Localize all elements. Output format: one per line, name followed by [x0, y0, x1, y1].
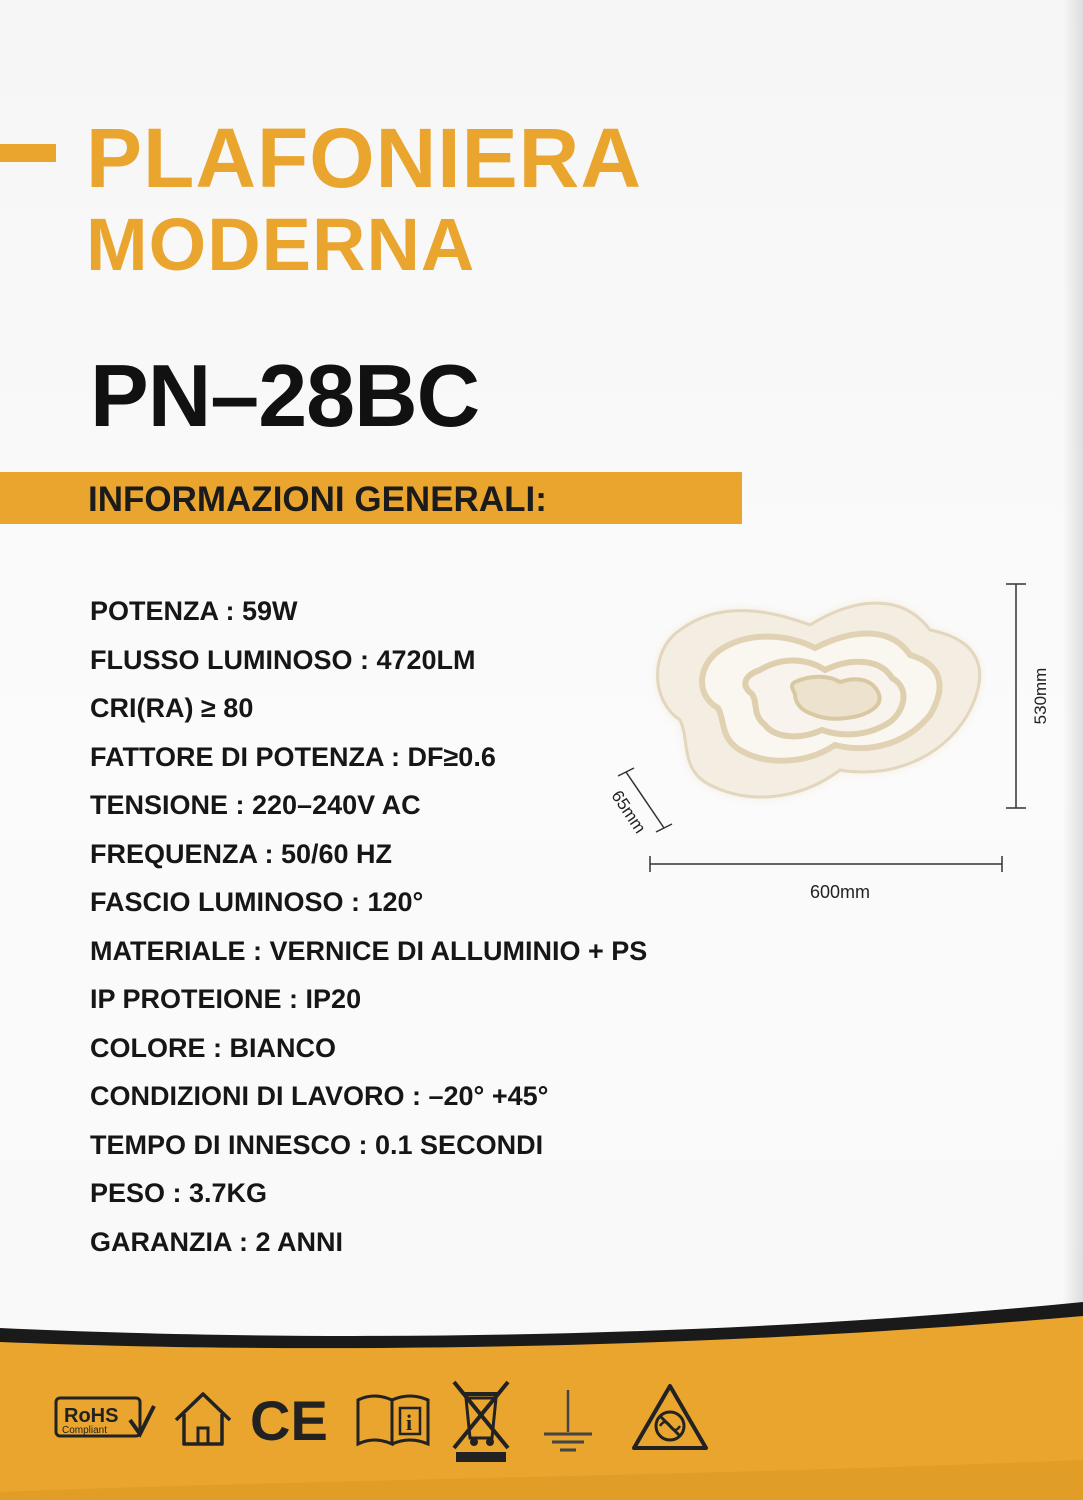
depth-dimension-label: 65mm: [607, 787, 650, 837]
product-title-line-2: MODERNA: [86, 203, 476, 286]
weee-bin-icon: [448, 1378, 514, 1466]
certification-icons: [52, 1378, 732, 1468]
spec-item-weight: PESO : 3.7KG: [90, 1178, 268, 1208]
width-dimension-label: 600mm: [809, 882, 871, 902]
ce-label: CE: [250, 1389, 328, 1452]
rohs-label: RoHS: [64, 1405, 119, 1427]
spec-item-power: POTENZA : 59W: [90, 596, 298, 626]
height-dimension-line: [1006, 584, 1026, 808]
model-code: PN–28BC: [90, 346, 480, 445]
spec-list: [90, 596, 650, 1275]
section-heading: INFORMAZIONI GENERALI:: [88, 480, 547, 519]
spec-item-color: COLORE : BIANCO: [90, 1032, 336, 1063]
spec-item-luminous-flux: FLUSSO LUMINOSO : 4720LM: [90, 644, 476, 675]
ce-mark-icon: [248, 1386, 332, 1452]
spec-item-start-time: TEMPO DI INNESCO : 0.1 SECONDI: [90, 1129, 544, 1160]
rohs-icon: [52, 1392, 156, 1452]
spec-item-material: MATERIALE : VERNICE DI ALLUMINIO + PS: [90, 935, 648, 966]
spec-item-cri: CRI(RA) ≥ 80: [90, 693, 254, 723]
height-dimension-label: 530mm: [1031, 667, 1050, 725]
rohs-compliant-label: Compliant: [62, 1425, 108, 1436]
ground-icon: [538, 1386, 598, 1458]
lamp-image: [658, 603, 980, 797]
product-title-line-1: PLAFONIERA: [86, 111, 642, 205]
spec-item-warranty: GARANZIA : 2 ANNI: [90, 1226, 343, 1257]
spec-item-power-factor: FATTORE DI POTENZA : DF≥0.6: [90, 741, 496, 772]
indoor-house-icon: [172, 1388, 234, 1450]
spec-item-ip-rating: IP PROTEIONE : IP20: [90, 984, 362, 1014]
lamp-dimension-drawing: [600, 570, 1070, 920]
width-dimension-line: [650, 856, 1002, 872]
spec-item-working-conditions: CONDIZIONI DI LAVORO : –20° +45°: [90, 1081, 549, 1111]
spec-item-frequency: FREQUENZA : 50/60 HZ: [90, 838, 393, 869]
manual-info-label: i: [406, 1410, 413, 1435]
title-accent-dash: [0, 144, 56, 162]
spec-item-beam-angle: FASCIO LUMINOSO : 120°: [90, 887, 424, 917]
manual-info-icon: [354, 1388, 434, 1450]
no-insulation-triangle-icon: [630, 1382, 710, 1454]
spec-item-voltage: TENSIONE : 220–240V AC: [90, 790, 421, 820]
